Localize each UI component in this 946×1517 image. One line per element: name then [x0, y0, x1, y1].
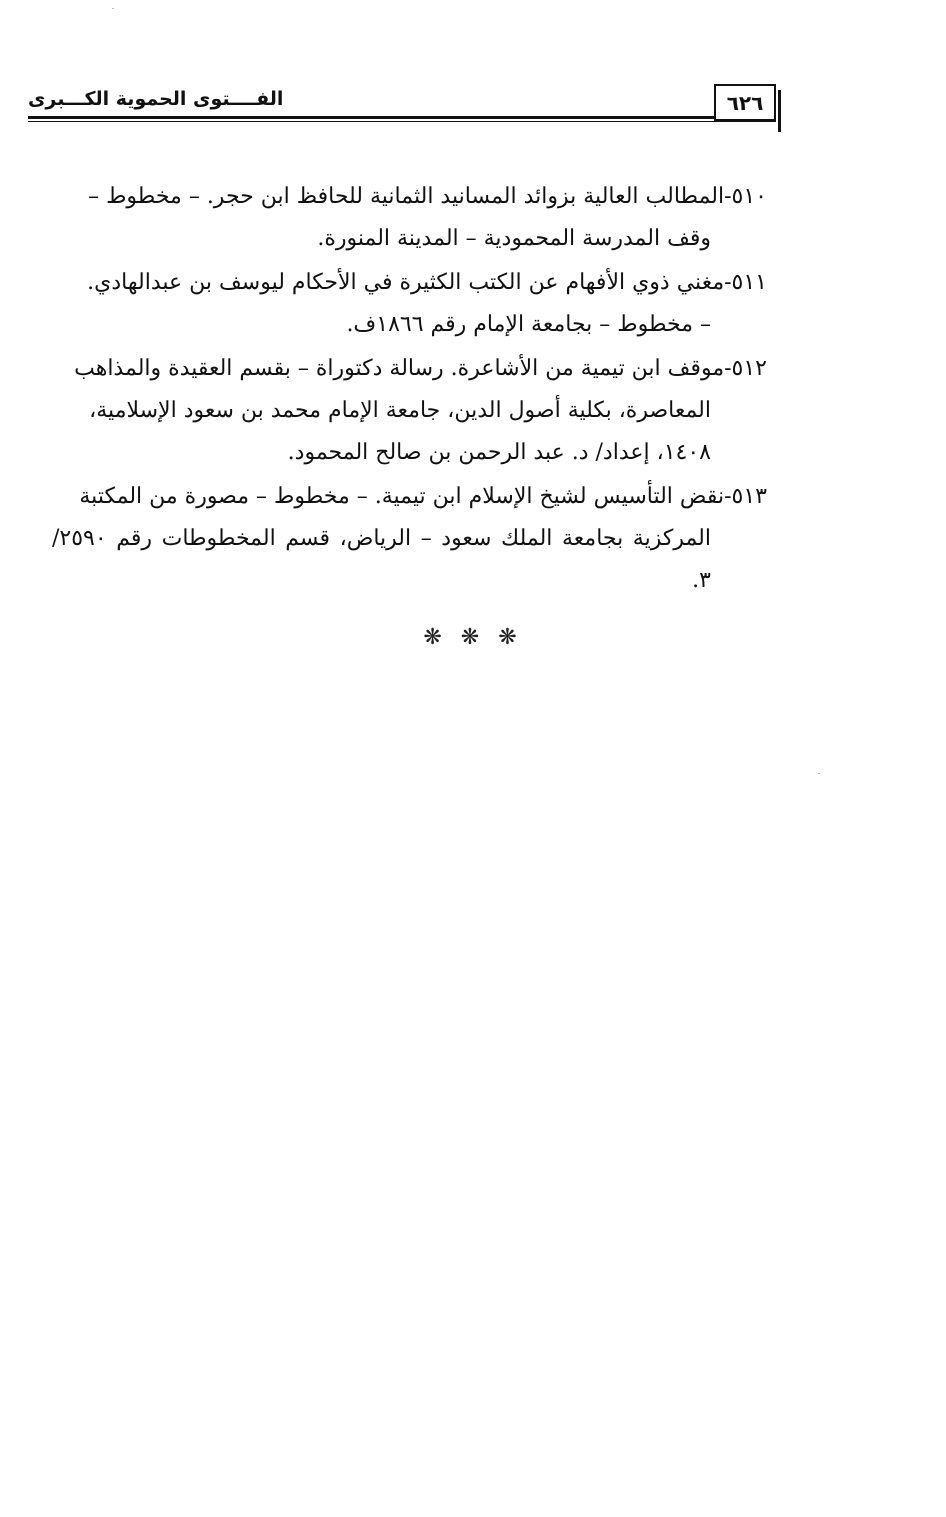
- entry-number: ٥١١-: [724, 270, 767, 295]
- entry-text: موقف ابن تيمية من الأشاعرة. رسالة دكتوراة – بقسم العقيدة والمذاهب: [74, 356, 725, 381]
- entry-text: نقض التأسيس لشيخ الإسلام ابن تيمية. – مخطوط – مصورة من المكتبة: [79, 484, 725, 509]
- entry-line: [52, 476, 767, 518]
- entry-continuation: وقف المدرسة المحمودية – المدينة المنورة.: [317, 226, 711, 251]
- entry-line: [52, 262, 767, 304]
- header-rule-thin: [28, 121, 716, 122]
- page-number: ٦٢٦: [714, 84, 776, 122]
- bibliography-entry-512: [52, 348, 767, 474]
- bibliography-list: [52, 176, 767, 604]
- entry-continuation: المعاصرة، بكلية أصول الدين، جامعة الإمام محمد بن سعود الإسلامية،: [89, 398, 711, 423]
- bibliography-entry-513: [52, 476, 767, 602]
- entry-number: ٥١٠-: [724, 184, 767, 209]
- entry-text: مغني ذوي الأفهام عن الكتب الكثيرة في الأحكام ليوسف بن عبدالهادي.: [87, 270, 725, 295]
- entry-number: ٥١٣-: [724, 484, 767, 509]
- entry-continuation: ١٤٠٨، إعداد/ د. عبد الرحمن بن صالح المحمود.: [287, 440, 711, 465]
- entry-continuation: المركزية بجامعة الملك سعود – الرياض، قسم المخطوطات رقم ٢٥٩٠/ ٣.: [52, 526, 711, 593]
- bibliography-entry-511: [52, 262, 767, 346]
- entry-continuation: – مخطوط – بجامعة الإمام رقم ١٨٦٦ف.: [346, 312, 711, 337]
- section-separator-icon: ❋ ❋ ❋: [423, 625, 523, 650]
- scan-speck: [112, 8, 114, 9]
- entry-number: ٥١٢-: [724, 356, 767, 381]
- bibliography-entry-510: [52, 176, 767, 260]
- entry-line: [52, 176, 767, 218]
- running-header: [28, 82, 780, 130]
- entry-text: المطالب العالية بزوائد المسانيد الثمانية للحافظ ابن حجر. – مخطوط –: [88, 184, 725, 209]
- entry-line: [52, 348, 767, 390]
- running-title: الفــــتوى الحموية الكـــبرى: [28, 88, 284, 110]
- scan-speck: [818, 773, 820, 774]
- header-rule: [28, 116, 716, 119]
